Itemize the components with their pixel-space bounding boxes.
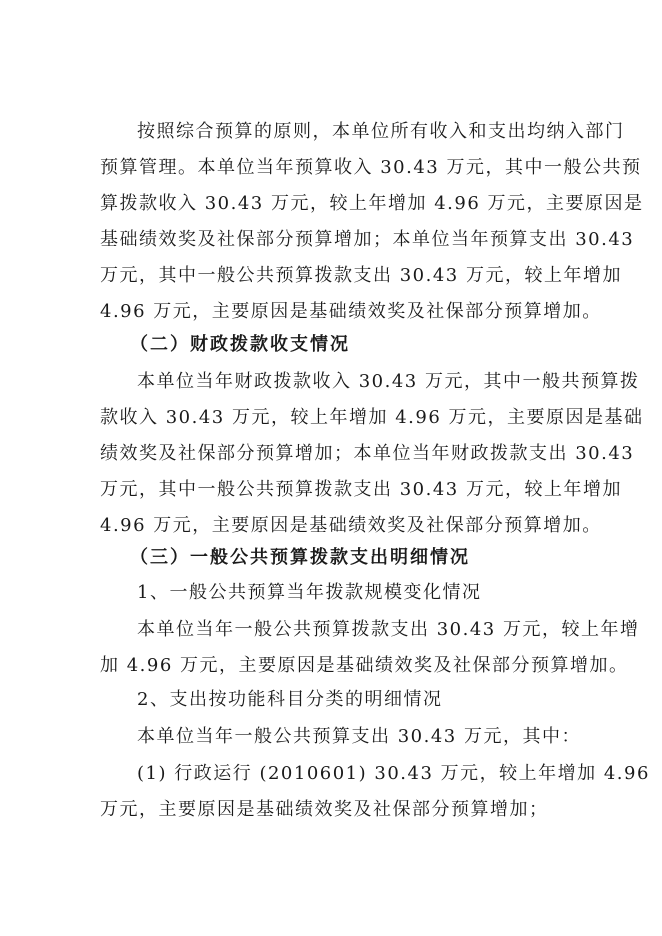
paragraph-line: 本单位当年一般公共预算拨款支出 30.43 万元，较上年增 bbox=[137, 619, 640, 640]
paragraph-line: 绩效奖及社保部分预算增加；本单位当年财政拨款支出 30.43 bbox=[100, 443, 635, 464]
paragraph-line: 算拨款收入 30.43 万元，较上年增加 4.96 万元，主要原因是 bbox=[100, 193, 644, 214]
paragraph-line: 万元，主要原因是基础绩效奖及社保部分预算增加； bbox=[100, 799, 549, 820]
paragraph-line: 4.96 万元，主要原因是基础绩效奖及社保部分预算增加。 bbox=[100, 301, 602, 322]
paragraph-line: (1) 行政运行 (2010601) 30.43 万元，较上年增加 4.96 bbox=[137, 763, 650, 784]
paragraph-line: 本单位当年一般公共预算支出 30.43 万元，其中： bbox=[137, 726, 581, 747]
paragraph-line: 基础绩效奖及社保部分预算增加；本单位当年预算支出 30.43 bbox=[100, 229, 635, 250]
section-heading: （二）财政拨款收支情况 bbox=[130, 334, 350, 355]
paragraph-line: 4.96 万元，主要原因是基础绩效奖及社保部分预算增加。 bbox=[100, 515, 602, 536]
paragraph-line: 万元，其中一般公共预算拨款支出 30.43 万元，较上年增加 bbox=[100, 265, 622, 286]
paragraph-line: 万元，其中一般公共预算拨款支出 30.43 万元，较上年增加 bbox=[100, 479, 622, 500]
subheading: 1、一般公共预算当年拨款规模变化情况 bbox=[137, 582, 482, 603]
paragraph-line: 款收入 30.43 万元，较上年增加 4.96 万元，主要原因是基础 bbox=[100, 407, 644, 428]
paragraph-line: 预算管理。本单位当年预算收入 30.43 万元，其中一般公共预 bbox=[100, 157, 642, 178]
paragraph-line: 加 4.96 万元，主要原因是基础绩效奖及社保部分预算增加。 bbox=[100, 655, 629, 676]
section-heading: （三）一般公共预算拨款支出明细情况 bbox=[130, 547, 470, 568]
paragraph-line: 本单位当年财政拨款收入 30.43 万元，其中一般共预算拨 bbox=[137, 371, 640, 392]
paragraph-line: 按照综合预算的原则，本单位所有收入和支出均纳入部门 bbox=[137, 121, 625, 142]
subheading: 2、支出按功能科目分类的明细情况 bbox=[137, 689, 443, 710]
